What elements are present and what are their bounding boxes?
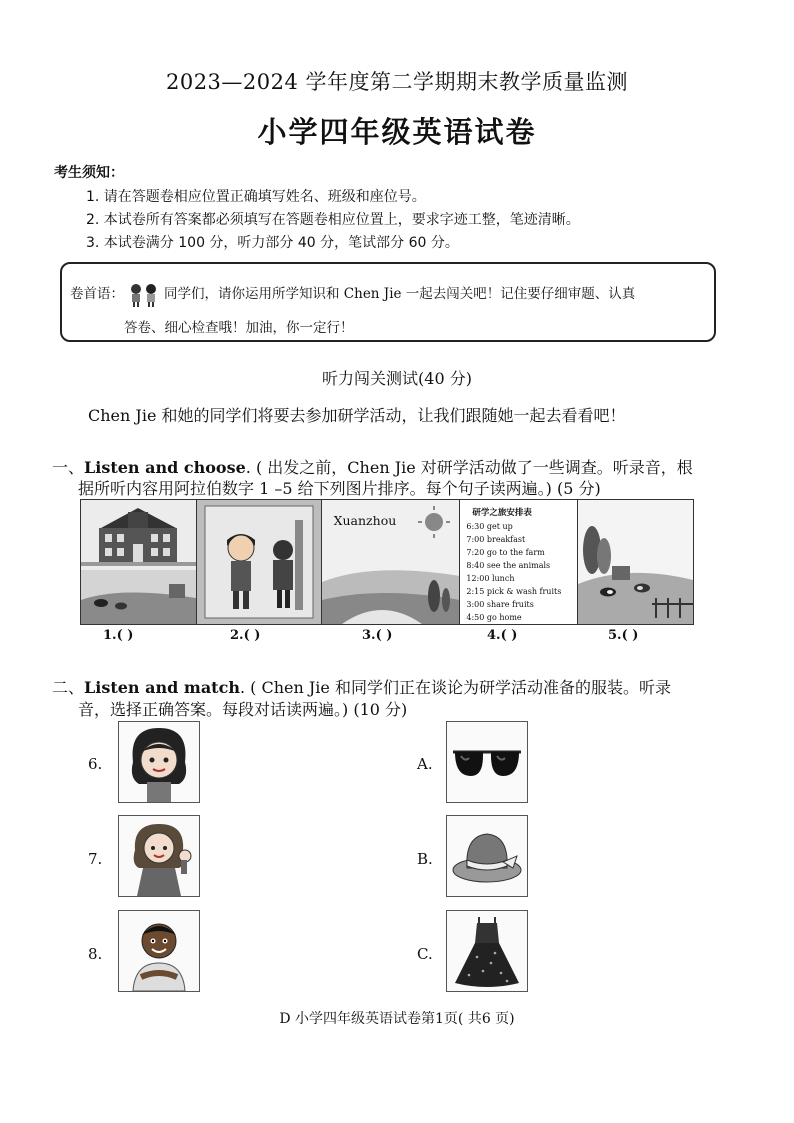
q1-picture-strip — [80, 499, 694, 625]
schedule-title: 研学之旅安排表 — [472, 508, 532, 518]
hat-icon — [446, 815, 528, 897]
schedule-row: 8:40 see the animals — [466, 561, 551, 570]
q1-answer-blank-4[interactable]: 4.( ) — [487, 628, 518, 643]
q2-title: Listen and match — [84, 678, 240, 697]
q2-instruction-1: . ( Chen Jie 和同学们正在谈论为研学活动准备的服装。听录 — [239, 678, 671, 697]
xuanzhou-label: Xuanzhou — [333, 513, 397, 528]
foreword-text-1: 同学们，请你运用所学知识和 Chen Jie 一起去闯关吧！记住要仔细审题、认真 — [164, 286, 636, 302]
q1-picture-girl — [197, 500, 322, 624]
schedule-row: 6:30 get up — [466, 522, 513, 531]
kids-illustration-icon — [126, 283, 162, 307]
q1-answer-blank-5[interactable]: 5.( ) — [608, 628, 639, 643]
foreword-label: 卷首语： — [70, 286, 124, 302]
match-left-label-6: 6. — [88, 755, 103, 773]
sunglasses-icon — [446, 721, 528, 803]
schedule-row: 7:00 breakfast — [466, 535, 526, 544]
schedule-row: 12:00 lunch — [466, 574, 515, 583]
q1-picture-farm — [578, 500, 693, 624]
match-right-label-c: C. — [417, 945, 433, 963]
q1-heading — [52, 455, 693, 478]
schedule-row: 3:00 share fruits — [466, 600, 534, 609]
q1-picture-xuanzhou — [322, 500, 461, 624]
foreword-line1 — [70, 282, 635, 307]
notice-item-1: 1. 请在答题卷相应位置正确填写姓名、班级和座位号。 — [86, 189, 426, 205]
exam-title-line1: 2023—2024 学年度第二学期期末教学质量监测 — [165, 70, 629, 94]
match-right-label-b: B. — [417, 850, 433, 868]
person-boy — [118, 910, 200, 992]
notice-item-3: 3. 本试卷满分 100 分，听力部分 40 分，笔试部分 60 分。 — [86, 235, 459, 251]
q1-answer-blank-3[interactable]: 3.( ) — [362, 628, 393, 643]
schedule-row: 4:50 go home — [466, 613, 522, 622]
person-girl-waving — [118, 815, 200, 897]
q1-picture-schedule — [460, 500, 578, 624]
q2-instruction-2: 音，选择正确答案。每段对话读两遍。) (10 分) — [78, 700, 408, 719]
q1-number: 一、 — [52, 458, 85, 477]
person-girl-dark-hair — [118, 721, 200, 803]
schedule-row: 7:20 go to the farm — [466, 548, 545, 557]
foreword-line2: 答卷、细心检查哦！加油，你一定行！ — [124, 320, 354, 336]
match-left-label-7: 7. — [88, 850, 103, 868]
q2-heading — [52, 675, 671, 698]
listening-intro: Chen Jie 和她的同学们将要去参加研学活动，让我们跟随她一起去看看吧！ — [88, 406, 626, 425]
dress-icon — [446, 910, 528, 992]
notice-item-2: 2. 本试卷所有答案都必须填写在答题卷相应位置上，要求字迹工整，笔迹清晰。 — [86, 212, 580, 228]
q1-answer-blank-1[interactable]: 1.( ) — [103, 628, 134, 643]
q1-instruction-2: 据所听内容用阿拉伯数字 1 –5 给下列图片排序。每个句子读两遍。) (5 分) — [78, 479, 601, 498]
q1-answer-blank-2[interactable]: 2.( ) — [230, 628, 261, 643]
schedule-row: 2:15 pick & wash fruits — [466, 587, 562, 596]
page-footer: D 小学四年级英语试卷第1页( 共6 页) — [279, 1011, 515, 1027]
notice-heading: 考生须知： — [54, 165, 124, 181]
exam-title-line2: 小学四年级英语试卷 — [257, 115, 537, 149]
q2-number: 二、 — [52, 678, 85, 697]
match-left-label-8: 8. — [88, 945, 103, 963]
q1-title: Listen and choose — [84, 458, 246, 477]
match-right-label-a: A. — [417, 755, 433, 773]
q1-instruction-1: . ( 出发之前，Chen Jie 对研学活动做了一些调查。听录音，根 — [245, 458, 693, 477]
listening-section-title: 听力闯关测试(40 分) — [322, 369, 472, 388]
q1-picture-school — [81, 500, 197, 624]
